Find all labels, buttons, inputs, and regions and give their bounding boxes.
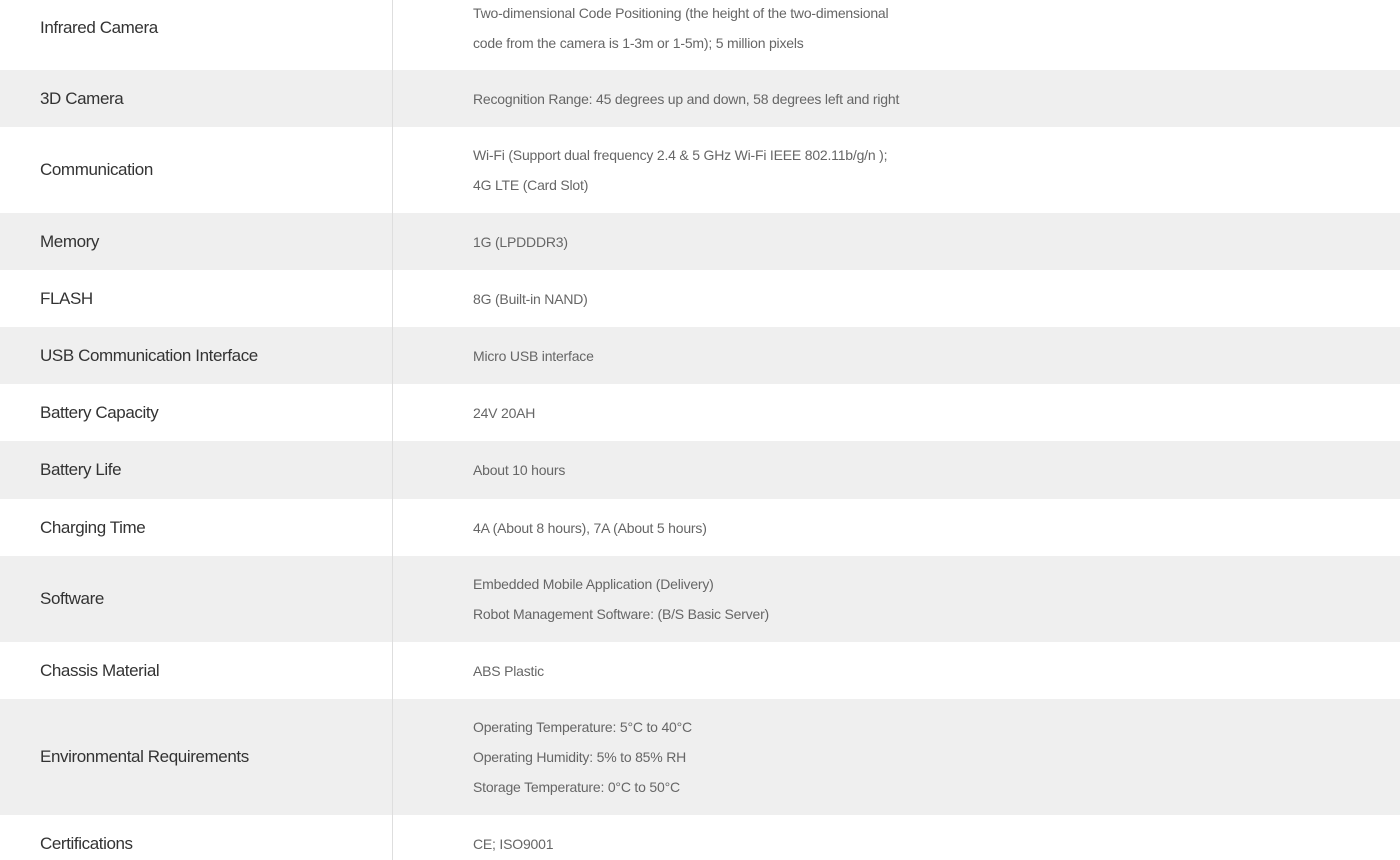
- spec-label: FLASH: [0, 270, 393, 327]
- spec-label: Battery Capacity: [0, 384, 393, 441]
- spec-value-line: Storage Temperature: 0°C to 50°C: [473, 779, 680, 795]
- spec-value-line: Two-dimensional Code Positioning (the height of the two-dimensional: [473, 4, 889, 21]
- spec-value-line: 4G LTE (Card Slot): [473, 177, 589, 193]
- spec-row-usb-interface: [0, 327, 1400, 384]
- spec-label: 3D Camera: [0, 70, 393, 127]
- spec-label: USB Communication Interface: [0, 327, 393, 384]
- spec-row-software: [0, 556, 1400, 642]
- spec-value-line: About 10 hours: [473, 462, 566, 478]
- spec-value-line: Wi-Fi (Support dual frequency 2.4 & 5 GHz Wi-Fi IEEE 802.11b/g/n );: [473, 147, 888, 163]
- spec-value-line: Operating Temperature: 5°C to 40°C: [473, 719, 692, 735]
- spec-row-environmental-requirements: [0, 699, 1400, 815]
- spec-label: Chassis Material: [0, 642, 393, 699]
- spec-row-3d-camera: [0, 70, 1400, 127]
- spec-label: Software: [0, 556, 393, 642]
- spec-value-line: code from the camera is 1-3m or 1-5m); 5 million pixels: [473, 34, 804, 51]
- spec-value-line: Operating Humidity: 5% to 85% RH: [473, 749, 687, 765]
- spec-row-infrared-camera: [0, 0, 1400, 70]
- spec-label: Battery Life: [0, 441, 393, 499]
- spec-value: [393, 84, 1400, 114]
- spec-label: Memory: [0, 213, 393, 270]
- spec-value: [393, 829, 1400, 859]
- spec-row-memory: [0, 213, 1400, 270]
- spec-row-certifications: [0, 815, 1400, 860]
- spec-value: [393, 455, 1400, 485]
- spec-value-line: 24V 20AH: [473, 404, 536, 421]
- spec-value-line: Embedded Mobile Application (Delivery): [473, 576, 714, 592]
- spec-value-line: Robot Management Software: (B/S Basic Server): [473, 606, 770, 622]
- spec-value-line: 1G (LPDDDR3): [473, 233, 568, 250]
- spec-value-line: 8G (Built-in NAND): [473, 290, 588, 307]
- spec-value: [393, 712, 1400, 802]
- spec-label: Infrared Camera: [0, 0, 393, 70]
- spec-value: [393, 513, 1400, 543]
- spec-value: [393, 140, 1400, 200]
- spec-value-line: 4A (About 8 hours), 7A (About 5 hours): [473, 519, 707, 536]
- spec-label: Charging Time: [0, 499, 393, 556]
- spec-row-flash: [0, 270, 1400, 327]
- spec-value-line: Recognition Range: 45 degrees up and down, 58 degrees left and right: [473, 90, 900, 107]
- spec-row-charging-time: [0, 499, 1400, 556]
- spec-value: [393, 341, 1400, 371]
- spec-row-chassis-material: [0, 642, 1400, 699]
- spec-row-communication: [0, 127, 1400, 213]
- spec-value: [393, 227, 1400, 257]
- spec-value-line: Micro USB interface: [473, 347, 594, 364]
- spec-value: [393, 656, 1400, 686]
- spec-label: Certifications: [0, 815, 393, 860]
- spec-row-battery-life: [0, 441, 1400, 499]
- spec-value: [393, 0, 1400, 58]
- spec-label: Communication: [0, 127, 393, 213]
- spec-value-line: CE; ISO9001: [473, 835, 554, 852]
- spec-row-battery-capacity: [0, 384, 1400, 441]
- spec-value: [393, 398, 1400, 428]
- spec-label: Environmental Requirements: [0, 699, 393, 815]
- spec-value: [393, 284, 1400, 314]
- spec-value-line: ABS Plastic: [473, 662, 544, 679]
- spec-value: [393, 569, 1400, 629]
